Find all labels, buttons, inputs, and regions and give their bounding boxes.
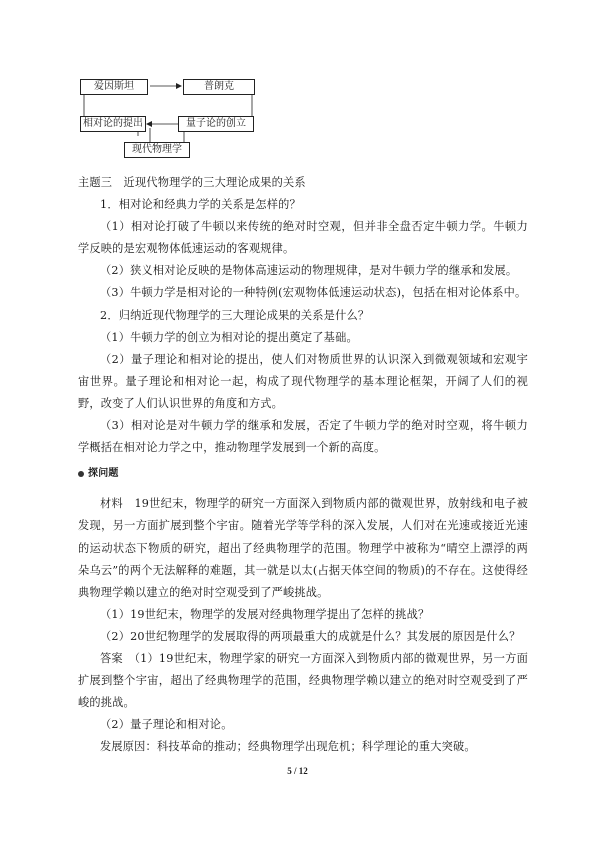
relationship-diagram [80,78,280,160]
document-body [78,172,528,758]
answer-paragraph-1: 答案 （1）19世纪末，物理学家的研究一方面深入到物质内部的微观世界，另一方面扩展到整个宇宙，超出了经典物理学的范围，经典物理学赖以建立的绝对时空观受到了严峻的挑战。 [78,651,528,710]
material-paragraph: 材料 19世纪末，物理学的研究一方面深入到物质内部的微观世界，放射线和电子被发现，另一方面扩展到整个宇宙。随着光学等学科的深入发展，人们对在光速或接近光速的运动状态下物质的研究，超出了经典物理学的范围。物理学中被称为“晴空上漂浮的两朵乌云”的两个无法解释的难题，其一就是以太(占据天体空间的物质)的不存在。这使得经典物理学赖以建立的绝对时空观受到了严峻挑战。 [78,497,528,599]
reason-paragraph: 发展原因：科技革命的推动；经典物理学出现危机；科学理论的重大突破。 [100,740,476,754]
planck-box: 普朗克 [183,79,255,95]
question-2: 2．归纳近现代物理学的三大理论成果的关系是什么？ [100,308,370,322]
quantum-box: 量子论的创立 [178,116,254,132]
question-1: 1．相对论和经典力学的关系是怎样的？ [100,198,301,212]
explore-question-1: （1）19世纪末，物理学的发展对经典物理学提出了怎样的挑战？ [100,607,430,621]
q1-paragraph-3: （3）牛顿力学是相对论的一种特例(宏观物体低速运动状态)，包括在相对论体系中。 [100,286,527,300]
answer-paragraph-2: （2）量子理论和相对论。 [100,718,233,732]
einstein-box: 爱因斯坦 [80,79,148,95]
explore-tag-label: 探问题 [88,468,119,480]
page-number: 5 / 12 [287,766,308,776]
q1-paragraph-2: （2）狭义相对论反映的是物体高速运动的物理规律，是对牛顿力学的继承和发展。 [100,264,518,278]
modern-physics-box: 现代物理学 [124,142,190,158]
relativity-box: 相对论的提出 [80,116,146,132]
explore-question-2: （2）20世纪物理学的发展取得的两项最重大的成就是什么？其发展的原因是什么？ [100,629,521,643]
q2-paragraph-3: （3）相对论是对牛顿力学的继承和发展，否定了牛顿力学的绝对时空观，将牛顿力学概括在相对论力学之中，推动物理学发展到一个新的高度。 [78,419,528,455]
explore-tag [78,463,528,485]
section-title: 主题三 近现代物理学的三大理论成果的关系 [78,176,306,189]
q2-paragraph-1: （1）牛顿力学的创立为相对论的提出奠定了基础。 [100,330,358,344]
q1-paragraph-1: （1）相对论打破了牛顿以来传统的绝对时空观，但并非全盘否定牛顿力学。牛顿力学反映的是宏观物体低速运动的客观规律。 [78,220,528,256]
bullet-icon [78,471,84,477]
q2-paragraph-2: （2）量子理论和相对论的提出，使人们对物质世界的认识深入到微观领域和宏观宇宙世界。量子理论和相对论一起，构成了现代物理学的基本理论框架，开阔了人们的视野，改变了人们认识世界的角度和方式。 [78,352,528,410]
